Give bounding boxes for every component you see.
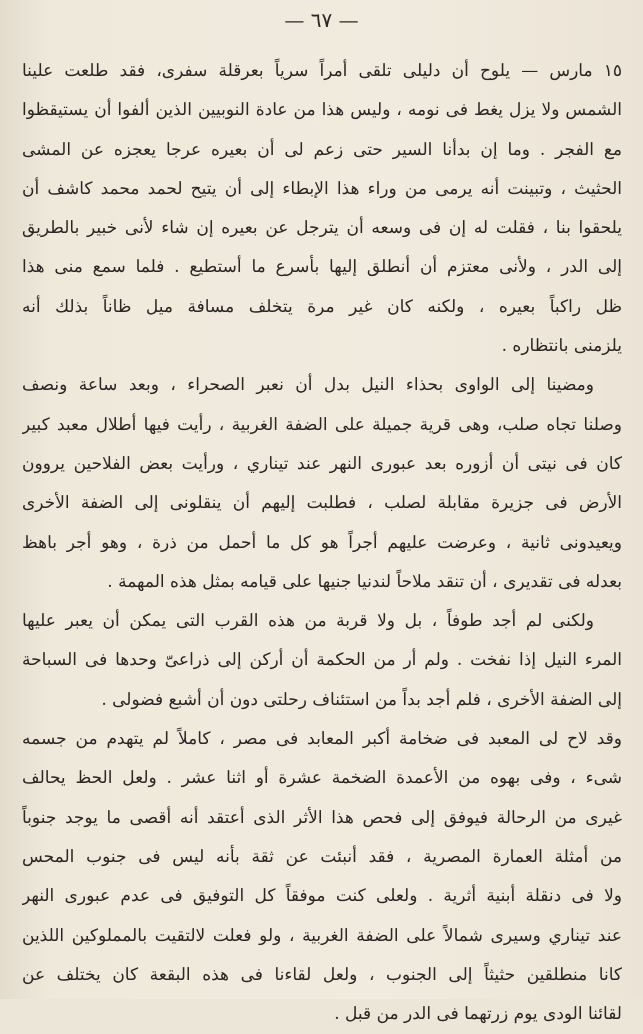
text-line: لقائنا الودى يوم زرتهما فى الدر من قبل .	[334, 1004, 622, 1025]
page-number: — ٦٧ —	[284, 8, 359, 32]
text-line: ١٥ مارس — يلوح أن دليلى تلقى أمراً سرياً بعرقلة سفرى، فقد طلعت علينا	[22, 61, 622, 81]
text-line: ومضينا إلى الواوى بحذاء النيل بدل أن نعبر الصحراء ، وبعد ساعة ونصف	[22, 375, 594, 396]
text-line: إلى الضفة الأخرى ، فلم أجد بداً من استئناف رحلتى دون أن أشبع فضولى .	[101, 689, 622, 710]
body-text	[22, 52, 622, 1034]
text-line: مع الفجر . وما إن بدأنا السير حتى زعم لى أن بعيره عرجا يعجزه عن المشى	[22, 139, 622, 160]
text-line: الحثيث ، وتبينت أنه يرمى من وراء هذا الإبطاء إلى أن يتيح لحمد محمد كاشف أن	[22, 178, 622, 199]
text-line: الشمس ولا يزل يغط فى نومه ، وليس هذا من عادة النوبيين الذين ألفوا أن يستيقظوا	[22, 100, 622, 121]
text-line: بعدله فى تقديرى ، أن تنقد ملاحاً لندنيا جنيها على قيامه بمثل هذه المهمة .	[107, 571, 622, 592]
text-line: ويعيدونى ثانية ، وعرضت عليهم أجراً هو كل ما أحمل من ذرة ، وهو أجر باهظ	[22, 532, 622, 553]
text-line: المرء النيل إذا نفخت . ولم أر من الحكمة أن أركن إلى ذراعىّ وحدها فى السباحة	[22, 650, 622, 671]
text-line: غيرى من الرحالة فيوفق إلى فحص هذا الأثر الذى أعتقد أنه أقصى ما يوجد جنوباً	[22, 807, 622, 828]
text-line: وقد لاح لى المعبد فى ضخامة أكبر المعابد فى مصر ، كاملاً لم يتهدم من جسمه	[22, 729, 622, 750]
text-line: وصلنا تجاه صلب، وهى قرية جميلة على الضفة الغربية ، رأيت فيها أطلال معبد كبير	[22, 414, 622, 435]
text-line: شىء ، وفى بهوه من الأعمدة الضخمة عشرة أو اثنا عشر . ولعل الحظ يحالف	[22, 768, 622, 789]
text-line: كانا منطلقين حثيثاً إلى الجنوب ، ولعل لقاءنا فى هذه البقعة كان يختلف عن	[22, 964, 622, 985]
text-line: عند تيناري وسيرى شمالاً على الضفة الغربية ، ولو فعلت لالتقيت بالمملوكين اللذين	[22, 925, 622, 946]
text-line: يلزمنى بانتظاره .	[501, 336, 622, 357]
text-line: كان فى نيتى أن أزوره بعد عبورى النهر عند تيناري ، ورأيت بعض الفلاحين يروون	[22, 453, 622, 474]
text-line: ولا فى دنقلة أبنية أثرية . ولعلى كنت موفقاً كل التوفيق فى عدم عبورى النهر	[22, 886, 622, 907]
text-line: ظل راكباً بعيره ، ولكنه كان غير مرة يتخلف مسافة ميل ظاناً بذلك أنه	[22, 296, 622, 317]
text-line: من أمثلة العمارة المصرية ، فقد أنبئت عن ثقة بأنه ليس فى جنوب المحس	[22, 846, 622, 867]
text-line: إلى الدر ، ولأنى معتزم أن أنطلق إليها بأسرع ما أستطيع . فلما سمع منى هذا	[22, 257, 622, 278]
text-line: يلحقوا بنا ، فقلت له إن فى وسعه أن يترجل عن بعيره إن شاء لأنى خبير بالطريق	[22, 218, 622, 239]
text-line: الأرض فى جزيرة مقابلة لصلب ، فطلبت إليهم أن ينقلونى إلى الضفة الأخرى	[22, 493, 622, 514]
text-line: ولكنى لم أجد طوفاً ، بل ولا قربة من هذه القرب التى يمكن أن يعبر عليها	[22, 611, 594, 632]
